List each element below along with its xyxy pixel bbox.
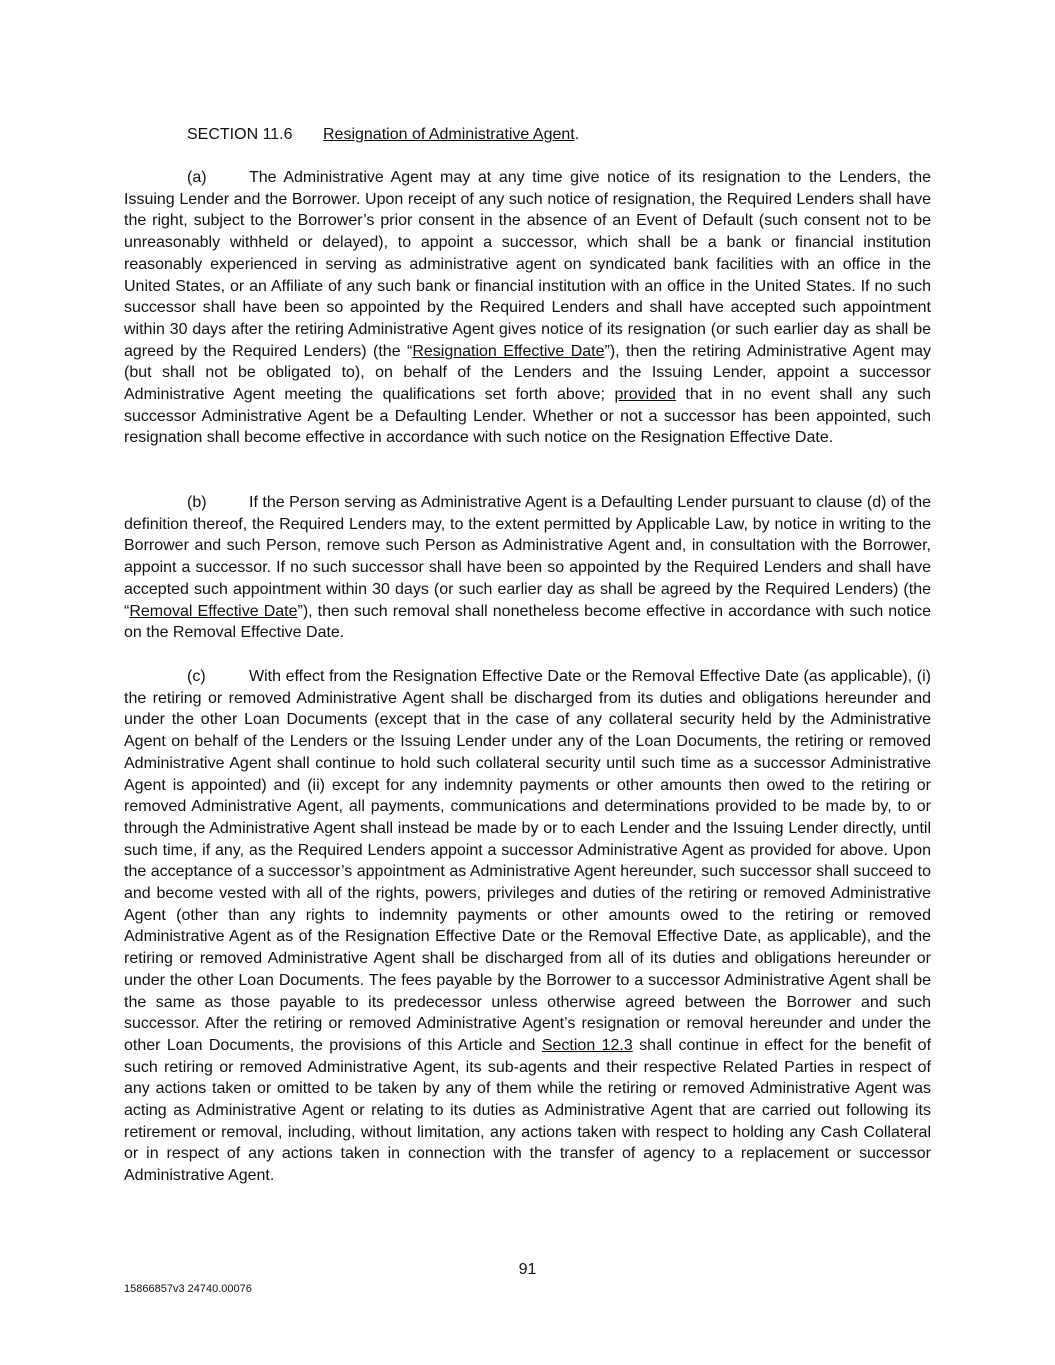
document-id: 15866857v3 24740.00076	[124, 1283, 252, 1295]
paragraph-a-text-1: The Administrative Agent may at any time give notice of its resignation to the Lenders, the Issuing Lender and the Borrower. Upon receipt of any such notice of resignation, the Required Lenders shall have the right, subject to the Borrower’s prior consent in the absence of an Event of Default (such consent not to be unreasonably withheld or delayed), to appoint a successor, which shall be a bank or financial institution reasonably experienced in serving as administrative agent on syndicated bank facilities with an office in the United States, or an Affiliate of any such bank or financial institution with an office in the United States. If no such successor shall have been so appointed by the Required Lenders and shall have accepted such appointment within 30 days after the retiring Administrative Agent gives notice of its resignation (or such earlier day as shall be agreed by the Required Lenders) (the “	[124, 169, 931, 360]
section-title-period: .	[574, 126, 580, 143]
paragraph-a	[124, 167, 931, 449]
section-12-3-reference: Section 12.3	[541, 1036, 633, 1054]
paragraph-a-text-3: that in no event shall any such successor Administrative Agent be a Defaulting Lender. Whether or not a successor has been appointed, such resignation shall become effective in accordance with such notice on the Resignation Effective Date.	[124, 386, 932, 447]
paragraph-c-text-2: shall continue in effect for the benefit of such retiring or removed Administrative Agent, its sub-agents and their respective Related Parties in respect of any actions taken or omitted to be taken by any of them while the retiring or removed Administrative Agent was acting as Administrative Agent or relating to its duties as Administrative Agent that are carried out following its retirement or removal, including, without limitation, any actions taken with respect to holding any Cash Collateral or in respect of any actions taken in connection with the transfer of agency to a replacement or successor Administrative Agent.	[124, 1036, 932, 1185]
paragraph-b-label: (b)	[187, 494, 207, 511]
removal-effective-date-term: Removal Effective Date	[129, 602, 298, 620]
section-title: Resignation of Administrative Agent	[323, 126, 575, 143]
page-number: 91	[518, 1261, 537, 1278]
paragraph-b-text-2: ”), then such removal shall nonetheless become effective in accordance with such notice on the Removal Effective Date.	[124, 602, 931, 642]
section-heading	[187, 125, 579, 145]
paragraph-c	[124, 666, 931, 1187]
paragraph-b-text-1: If the Person serving as Administrative Agent is a Defaulting Lender pursuant to clause (d) of the definition thereof, the Required Lenders may, to the extent permitted by Applicable Law, by notice in writing to the Borrower and such Person, remove such Person as Administrative Agent and, in consultation with the Borrower, appoint a successor. If no such successor shall have been so appointed by the Required Lenders and shall have accepted such appointment within 30 days (or such earlier day as shall be agreed by the Required Lenders) (the “	[124, 494, 931, 620]
section-number: SECTION 11.6	[187, 126, 293, 143]
provided-term: provided	[614, 386, 676, 404]
paragraph-c-label: (c)	[187, 668, 206, 685]
paragraph-a-text-2: ”), then the retiring Administrative Agent may (but shall not be obligated to), on behalf of the Lenders and the Issuing Lender, appoint a successor Administrative Agent meeting the qualifications set forth above;	[124, 342, 932, 404]
paragraph-b	[124, 492, 931, 644]
paragraph-c-text-1: With effect from the Resignation Effective Date or the Removal Effective Date (as applicable), (i) the retiring or removed Administrative Agent shall be discharged from its duties and obligations hereunder and under the other Loan Documents (except that in the case of any collateral security held by the Administrative Agent on behalf of the Lenders or the Issuing Lender under any of the Loan Documents, the retiring or removed Administrative Agent shall continue to hold such collateral security until such time as a successor Administrative Agent is appointed) and (ii) except for any indemnity payments or other amounts then owed to the retiring or removed Administrative Agent, all payments, communications and determinations provided to be made by, to or through the Administrative Agent shall instead be made by or to each Lender and the Issuing Lender directly, until such time, if any, as the Required Lenders appoint a successor Administrative Agent as provided for above. Upon the acceptance of a successor’s appointment as Administrative Agent hereunder, such successor shall succeed to and become vested with all of the rights, powers, privileges and duties of the retiring or removed Administrative Agent (other than any rights to indemnity payments or other amounts owed to the retiring or removed Administrative Agent as of the Resignation Effective Date or the Removal Effective Date, as applicable), and the retiring or removed Administrative Agent shall be discharged from all of its duties and obligations hereunder or under the other Loan Documents. The fees payable by the Borrower to a successor Administrative Agent shall be the same as those payable to its predecessor unless otherwise agreed between the Borrower and such successor. After the retiring or removed Administrative Agent’s resignation or removal hereunder and under the other Loan Documents, the provisions of this Article and	[124, 668, 931, 1054]
paragraph-a-label: (a)	[187, 169, 207, 186]
resignation-effective-date-term: Resignation Effective Date	[412, 342, 605, 360]
